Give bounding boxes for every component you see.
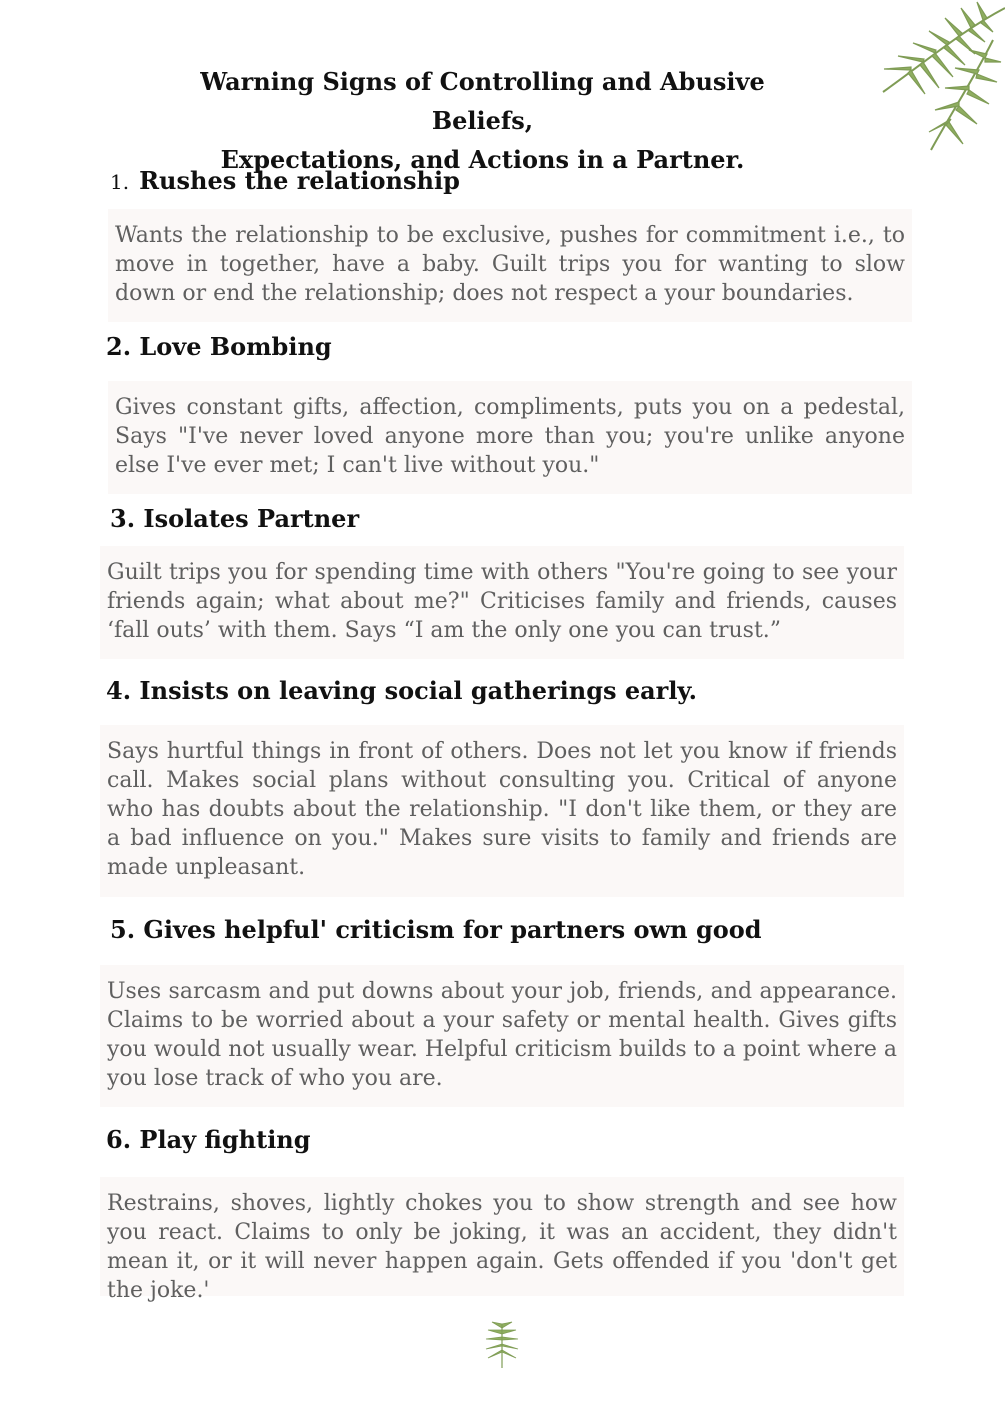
title-line-2: Expectations, and Actions in a Partner.	[220, 145, 745, 174]
section-heading-3: 3. Isolates Partner	[110, 504, 360, 533]
section-heading-2: 2. Love Bombing	[106, 332, 332, 361]
palm-leaf-icon	[833, 0, 1005, 155]
title-line-1: Warning Signs of Controlling and Abusive Beliefs,	[200, 67, 765, 135]
section-title: Rushes the relationship	[139, 166, 460, 195]
section-heading-1	[110, 166, 460, 195]
section-body-1: Wants the relationship to be exclusive, pushes for commitment i.e., to move in together, have a baby. Guilt trips you for wanting to slow down or end the relationship; does not respect a your boundaries.	[108, 209, 912, 322]
section-body-3: Guilt trips you for spending time with others "You're going to see your friends again; what about me?" Criticises family and friends, causes ‘fall outs’ with them. Says “I am the only one you can trust.”	[100, 546, 904, 659]
section-heading-4: 4. Insists on leaving social gatherings early.	[106, 676, 697, 705]
section-body-5: Uses sarcasm and put downs about your job, friends, and appearance. Claims to be worried about a your safety or mental health. Gives gifts you would not usually wear. Helpful criticism builds to a point where a you lose track of who you are.	[100, 965, 904, 1107]
section-number: 1.	[110, 170, 130, 194]
section-heading-6: 6. Play fighting	[106, 1125, 311, 1154]
section-body-4: Says hurtful things in front of others. Does not let you know if friends call. Makes social plans without consulting you. Critical of anyone who has doubts about the relationship. "I don't like them, or they are a bad influence on you." Makes sure visits to family and friends are made unpleasant.	[100, 725, 904, 897]
section-body-2: Gives constant gifts, affection, compliments, puts you on a pedestal, Says "I've never loved anyone more than you; you're unlike anyone else I've ever met; I can't live without you."	[108, 381, 912, 494]
page-title	[150, 62, 815, 179]
palm-sprig-icon	[478, 1318, 526, 1370]
section-body-6: Restrains, shoves, lightly chokes you to show strength and see how you react. Claims to only be joking, it was an accident, they didn't mean it, or it will never happen again. Gets offended if you 'don't get the joke.'	[100, 1177, 904, 1296]
section-heading-5: 5. Gives helpful' criticism for partners own good	[110, 915, 762, 944]
